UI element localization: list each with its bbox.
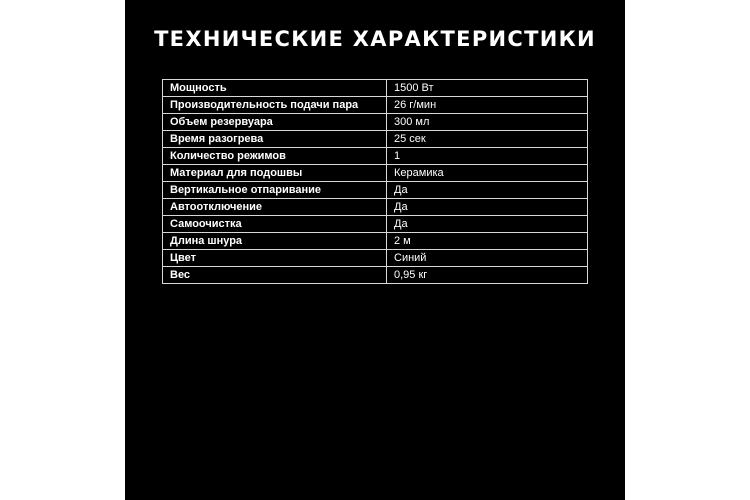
spec-value: 1500 Вт [387, 80, 588, 97]
table-row [163, 148, 588, 165]
spec-value: Синий [387, 250, 588, 267]
spec-panel [125, 0, 625, 500]
table-row [163, 165, 588, 182]
spec-table [162, 79, 588, 284]
spec-value: 25 сек [387, 131, 588, 148]
spec-name: Цвет [163, 250, 387, 267]
table-row [163, 131, 588, 148]
spec-name: Время разогрева [163, 131, 387, 148]
table-row [163, 199, 588, 216]
spec-name: Производительность подачи пара [163, 97, 387, 114]
table-row [163, 80, 588, 97]
spec-value: Да [387, 182, 588, 199]
page-title: ТЕХНИЧЕСКИЕ ХАРАКТЕРИСТИКИ [154, 27, 596, 51]
spec-value: 2 м [387, 233, 588, 250]
spec-name: Самоочистка [163, 216, 387, 233]
spec-value: 0,95 кг [387, 267, 588, 284]
spec-value: Керамика [387, 165, 588, 182]
spec-value: Да [387, 216, 588, 233]
table-row [163, 216, 588, 233]
table-row [163, 267, 588, 284]
spec-name: Вес [163, 267, 387, 284]
spec-name: Вертикальное отпаривание [163, 182, 387, 199]
spec-name: Длина шнура [163, 233, 387, 250]
table-row [163, 114, 588, 131]
spec-name: Автоотключение [163, 199, 387, 216]
table-row [163, 97, 588, 114]
spec-name: Материал для подошвы [163, 165, 387, 182]
spec-value: 1 [387, 148, 588, 165]
spec-value: 26 г/мин [387, 97, 588, 114]
table-row [163, 182, 588, 199]
spec-name: Мощность [163, 80, 387, 97]
table-row [163, 250, 588, 267]
spec-value: 300 мл [387, 114, 588, 131]
spec-value: Да [387, 199, 588, 216]
table-row [163, 233, 588, 250]
spec-name: Количество режимов [163, 148, 387, 165]
spec-name: Объем резервуара [163, 114, 387, 131]
